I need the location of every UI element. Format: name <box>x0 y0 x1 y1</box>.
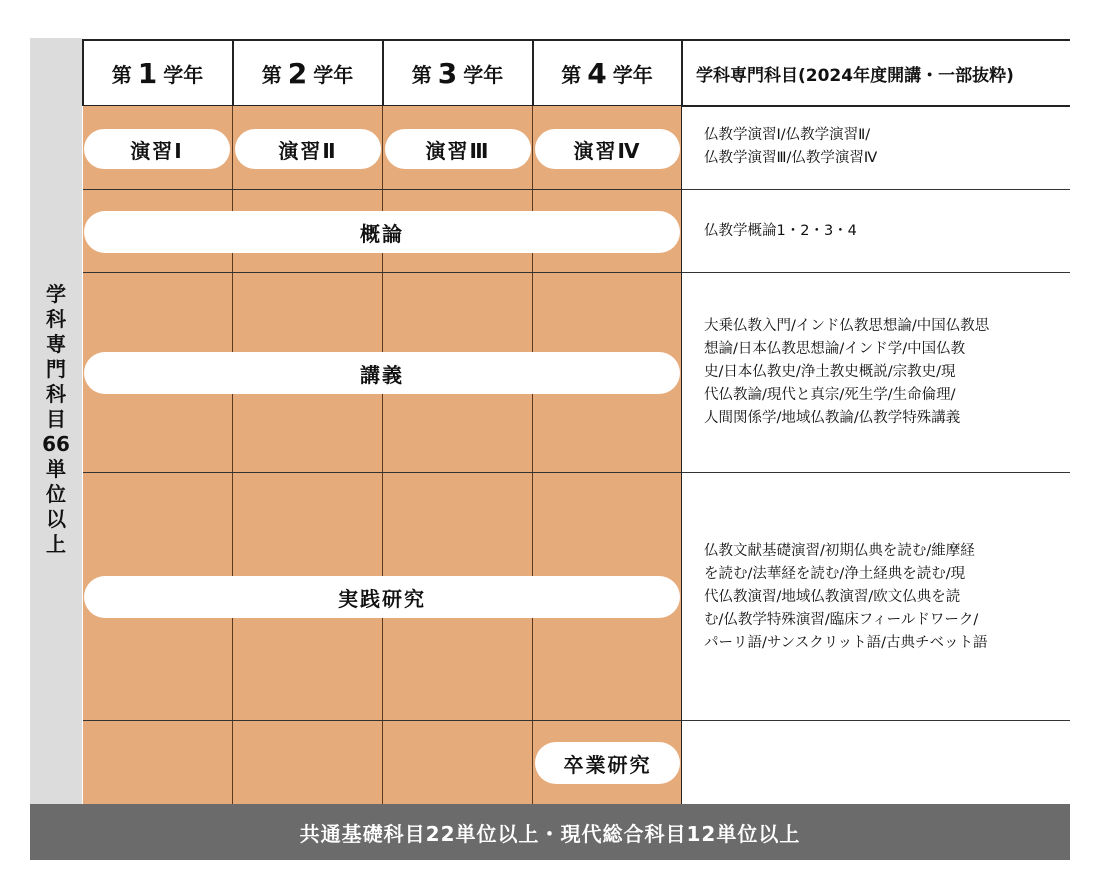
pill-enshu-1: 演習Ⅰ <box>84 129 230 169</box>
side-label-text: 学 科 専 門 科 目 66 単 位 以 上 <box>42 282 70 556</box>
pill-enshu-4: 演習Ⅳ <box>535 129 680 169</box>
footer-requirements-bar: 共通基礎科目22単位以上・現代総合科目12単位以上 <box>30 804 1070 860</box>
row-separator <box>83 272 1070 273</box>
pill-sotsugyo: 卒業研究 <box>535 742 680 784</box>
header-year-4: 第 4 学年 <box>561 56 653 90</box>
desc-gairon: 仏教学概論1・2・3・4 <box>704 223 857 239</box>
grid-right-border <box>681 106 682 804</box>
desc-jissen: 仏教文献基礎演習/初期仏典を読む/維摩経 を読む/法華経を読む/浄土経典を読む/現 代仏教演習/地域仏教演習/欧文仏典を読 む/仏教学特殊演習/臨床フィールドワーク/ パーリ語/サンスクリット語/古典チベット語 <box>704 543 988 651</box>
desc-enshu: 仏教学演習Ⅰ/仏教学演習Ⅱ/ 仏教学演習Ⅲ/仏教学演習Ⅳ <box>704 127 878 166</box>
header-course-list-title: 学科専門科目(2024年度開講・一部抜粋) <box>696 65 1014 86</box>
pill-gairon: 概論 <box>84 211 680 253</box>
header-year-1: 第 1 学年 <box>111 56 204 90</box>
row-separator <box>83 189 1070 190</box>
desc-kougi: 大乗仏教入門/インド仏教思想論/中国仏教思 想論/日本仏教思想論/インド学/中国仏教 史/日本仏教史/浄土教史概説/宗教史/現 代仏教論/現代と真宗/死生学/生命倫理/ 人間関係学/地域仏教論/仏教学特殊講義 <box>704 318 990 426</box>
header-year-2: 第 2 学年 <box>261 56 354 90</box>
header-year-3: 第 3 学年 <box>411 56 504 90</box>
pill-jissen: 実践研究 <box>84 576 680 618</box>
row-separator <box>83 472 1070 473</box>
pill-enshu-2: 演習Ⅱ <box>235 129 381 169</box>
row-separator <box>83 720 1070 721</box>
pill-kougi: 講義 <box>84 352 680 394</box>
pill-enshu-3: 演習Ⅲ <box>385 129 531 169</box>
